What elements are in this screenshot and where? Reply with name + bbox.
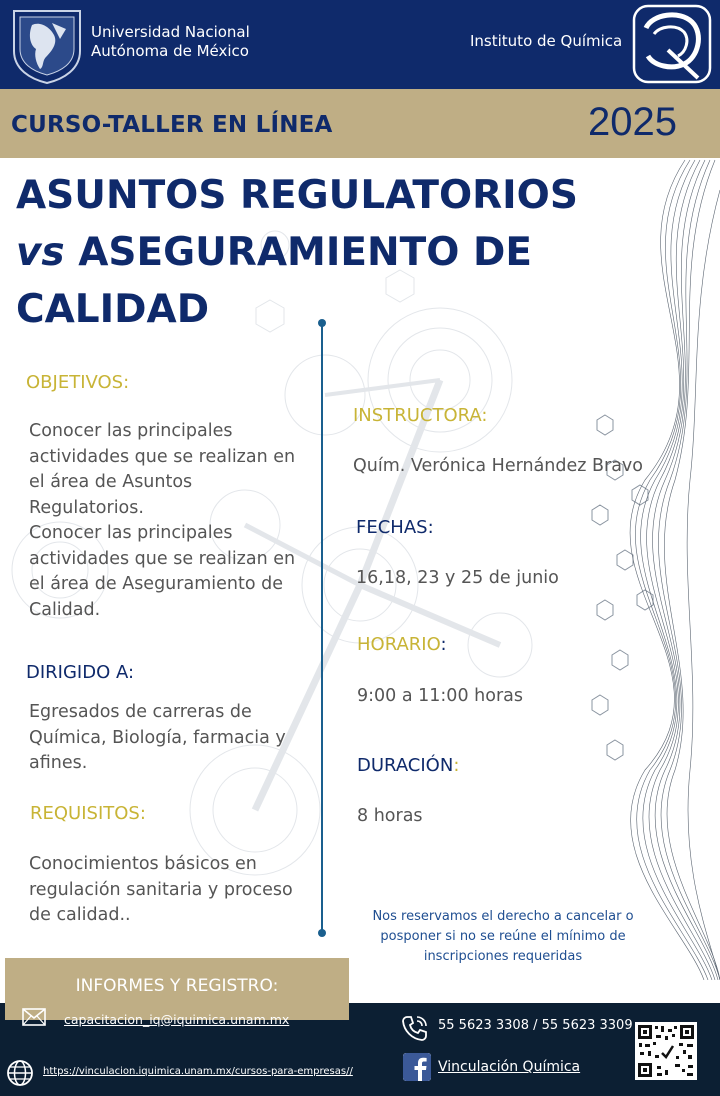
phone-icon	[400, 1013, 430, 1043]
course-title-line2-rest: ASEGURAMIENTO DE	[64, 230, 532, 275]
iq-logo-icon	[632, 4, 712, 84]
course-title-line2	[16, 224, 636, 281]
facebook-link[interactable]: Vinculación Química	[438, 1059, 581, 1075]
objetivo-2: Conocer las principales actividades que se realizan en el área de Aseguramiento de Calidad.	[29, 523, 296, 620]
course-year: 2025	[588, 100, 677, 144]
phone-numbers: 55 5623 3308 / 55 5623 3309	[438, 1018, 633, 1033]
email-link[interactable]: capacitacion_iq@iquimica.unam.mx	[64, 1012, 290, 1027]
instructora-heading: INSTRUCTORA:	[353, 405, 488, 426]
university-name	[91, 23, 291, 61]
website-link[interactable]: https://vinculacion.iquimica.unam.mx/cursos-para-empresas//	[43, 1066, 353, 1077]
dirigido-text: Egresados de carreras de Química, Biología, farmacia y afines.	[29, 702, 286, 773]
requisitos-text: Conocimientos básicos en regulación sanitaria y proceso de calidad..	[29, 854, 293, 925]
institute-name: Instituto de Química	[470, 32, 623, 50]
objetivos-heading: OBJETIVOS:	[26, 372, 130, 393]
horario-text: 9:00 a 11:00 horas	[357, 686, 523, 706]
fechas-text: 16,18, 23 y 25 de junio	[356, 568, 559, 588]
requisitos-heading: REQUISITOS:	[30, 803, 146, 824]
mail-icon	[22, 1008, 46, 1026]
cancellation-note: Nos reservamos el derecho a cancelar o posponer si no se reúne el mínimo de inscripciones requeridas	[372, 909, 634, 964]
info-registration-box	[5, 958, 349, 1020]
course-title-line1: ASUNTOS REGULATORIOS	[16, 173, 578, 218]
instructora-name: Quím. Verónica Hernández Bravo	[353, 456, 643, 476]
globe-icon	[6, 1059, 34, 1087]
university-name-line1: Universidad Nacional	[91, 23, 250, 41]
course-title-line3: CALIDAD	[16, 287, 210, 332]
duracion-heading-colon: :	[453, 755, 460, 776]
course-type-label: CURSO-TALLER EN LÍNEA	[11, 112, 333, 138]
course-title	[16, 167, 636, 338]
horario-heading	[357, 634, 447, 655]
divider-dot-bottom	[318, 929, 326, 937]
duracion-text: 8 horas	[357, 806, 423, 826]
horario-heading-colon: :	[440, 634, 447, 655]
objetivo-1: Conocer las principales actividades que se realizan en el área de Asuntos Regulatorios.	[29, 421, 296, 518]
column-divider	[321, 322, 323, 934]
info-registration-title: INFORMES Y REGISTRO:	[75, 976, 279, 996]
course-title-vs: vs	[16, 230, 65, 275]
duracion-heading-label: DURACIÓN	[357, 755, 454, 776]
fechas-heading: FECHAS:	[356, 517, 434, 538]
dirigido-heading: DIRIGIDO A:	[26, 662, 135, 683]
facebook-icon	[403, 1053, 431, 1081]
qr-code-icon[interactable]	[635, 1022, 697, 1080]
university-name-line2: Autónoma de México	[91, 42, 249, 60]
divider-dot-top	[318, 319, 326, 327]
unam-crest-icon	[10, 5, 84, 85]
horario-heading-label: HORARIO	[357, 634, 441, 655]
duracion-heading	[357, 755, 459, 776]
